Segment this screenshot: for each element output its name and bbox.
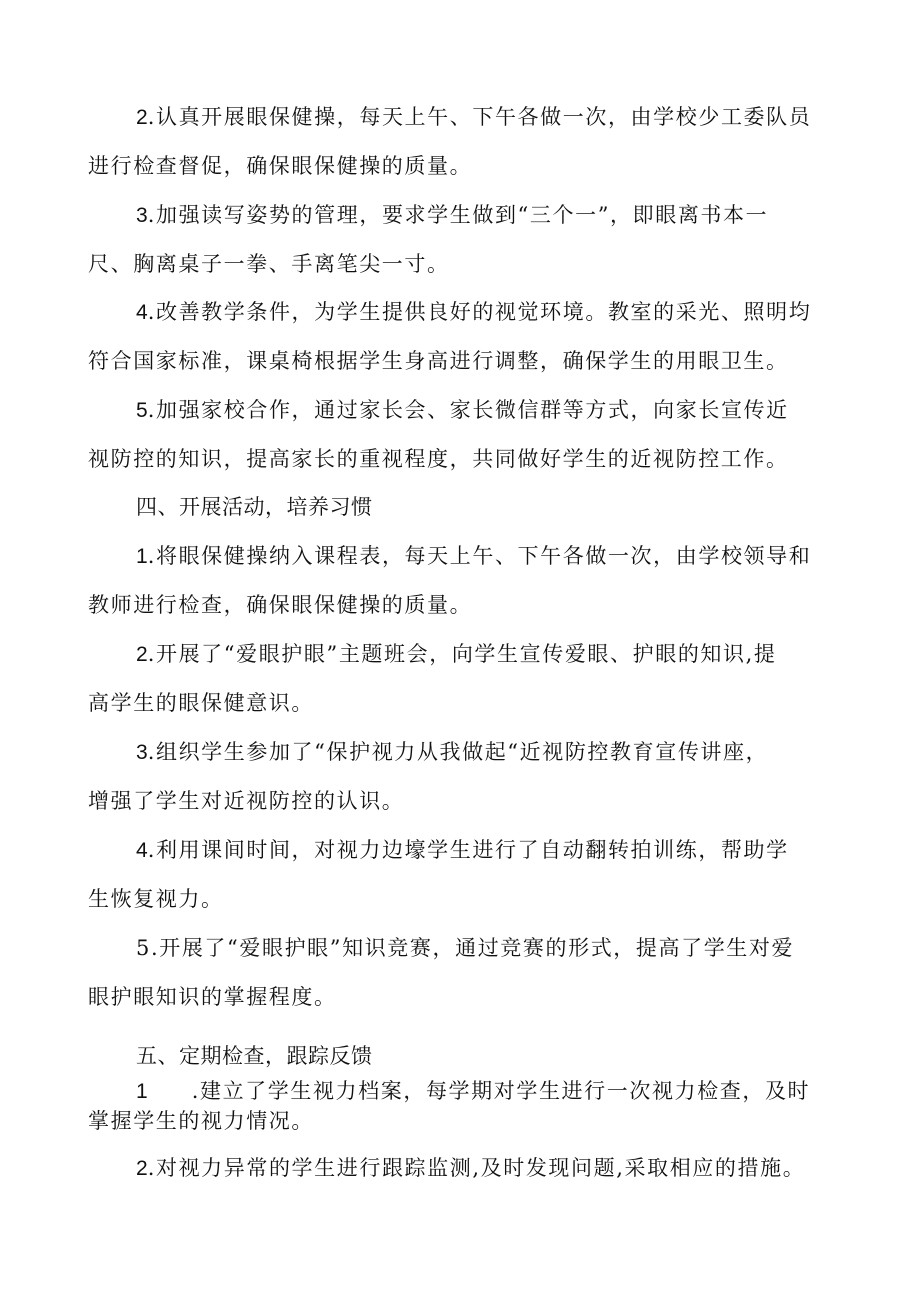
paragraph-line [88,1107,314,1135]
item-number: 3 [136,204,148,227]
paragraph-line [136,934,794,962]
line-text: 尺、胸离桌子一拳、手离笔尖一寸。 [88,252,450,276]
section-heading: 四、开展活动，培养习惯 [136,495,373,519]
item-number: 2 [136,643,148,666]
item-number: 4 [136,301,148,324]
line-text: .加强读写姿势的管理，要求学生做到“三个一”，即眼离书本一 [147,203,769,227]
paragraph-line [136,1154,805,1183]
paragraph-line [136,738,768,767]
line-text: 生恢复视力。 [88,887,224,911]
paragraph-line [136,640,777,669]
line-text: 眼护眼知识的掌握程度。 [88,985,337,1009]
line-text: .改善教学条件，为学生提供良好的视觉环境。教室的采光、照明均 [147,300,812,324]
item-number: 2 [136,1157,148,1180]
item-number: 4 [136,839,148,862]
line-text: 增强了学生对近视防控的认识。 [88,789,405,813]
paragraph-line [88,787,404,815]
line-text: .加强家校合作，通过家长会、家长微信群等方式，向家长宣传近 [147,398,789,422]
paragraph-line [136,201,768,230]
item-number: 2 [136,106,148,129]
line-text: 教师进行检查，确保眼保健操的质量。 [88,593,473,617]
paragraph-line [136,1077,810,1106]
paragraph-line [136,542,811,571]
line-text: 进行检查督促，确保眼保健操的质量。 [88,154,473,178]
line-text: 符合国家标准，课桌椅根据学生身高进行调整，确保学生的用眼卫生。 [88,349,789,373]
paragraph-line [88,885,224,913]
item-number: 1 [136,545,148,568]
item-number: 5 [136,399,148,422]
item-number: 1 [136,1080,148,1103]
line-text: .组织学生参加了“保护视力从我做起“近视防控教育宣传讲座， [147,740,769,764]
line-text: 5.开展了“爱眼护眼”知识竞赛，通过竞赛的形式，提高了学生对爱 [136,936,795,960]
paragraph-line [136,103,811,132]
line-text: .认真开展眼保健操，每天上午、下午各做一次，由学校少工委队员 [147,105,812,129]
paragraph-line [88,591,472,619]
line-text: 掌握学生的视力情况。 [88,1109,314,1133]
paragraph-line [136,836,789,865]
paragraph-line [136,396,789,425]
section-heading: 五、定期检查，跟踪反馈 [136,1044,373,1068]
paragraph-line [88,445,789,473]
line-text: 高学生的眼保健意识。 [88,691,314,715]
paragraph-line [88,152,472,180]
line-text: 视防控的知识，提高家长的重视程度，共同做好学生的近视防控工作。 [88,447,789,471]
line-text: .建立了学生视力档案，每学期对学生进行一次视力检查，及时 [191,1079,811,1103]
paragraph-line [88,983,337,1011]
line-text: .开展了“爱眼护眼”主题班会，向学生宣传爱眼、护眼的知识,提 [147,642,777,666]
paragraph-line [136,298,811,327]
paragraph-line [88,347,789,375]
line-text: .利用课间时间，对视力边壕学生进行了自动翻转拍训练，帮助学 [147,838,789,862]
paragraph-line [88,250,450,278]
item-number: 3 [136,741,148,764]
line-text: .将眼保健操纳入课程表，每天上午、下午各做一次，由学校领导和 [147,544,812,568]
paragraph-line [88,689,314,717]
line-text: .对视力异常的学生进行跟踪监测,及时发现问题,采取相应的措施。 [147,1156,806,1180]
